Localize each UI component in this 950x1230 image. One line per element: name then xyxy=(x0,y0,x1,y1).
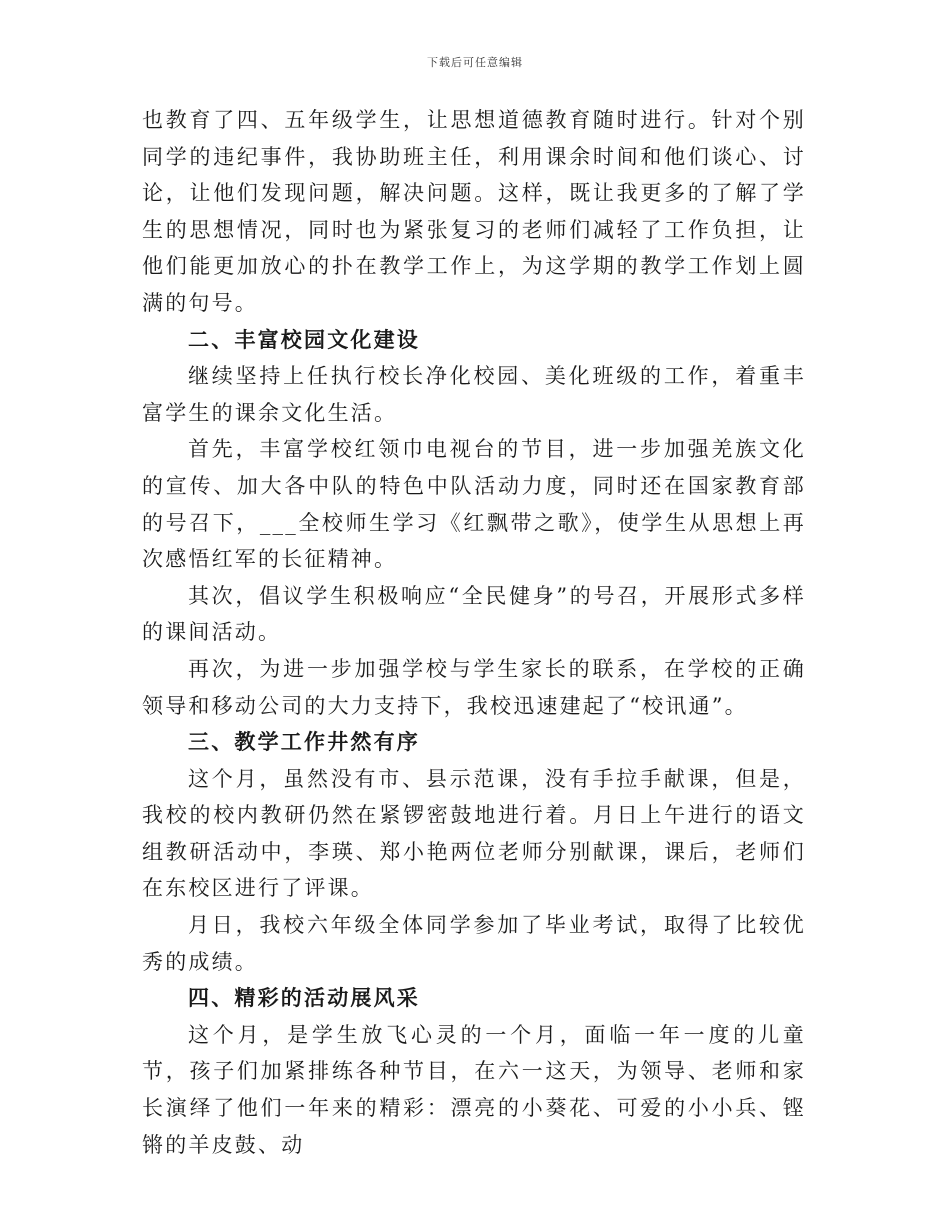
paragraph-second: 其次，倡议学生积极响应“全民健身”的号召，开展形式多样的课间活动。 xyxy=(142,583,806,645)
section-heading-teaching: 三、教学工作井然有序 xyxy=(188,729,420,755)
paragraph-childrens-day: 这个月，是学生放飞心灵的一个月，面临一年一度的儿童节，孩子们加紧排练各种节目，在六一这天，为领导、老师和家长演绎了他们一年来的精彩：漂亮的小葵花、可爱的小小兵、铿锵的羊皮鼓、动 xyxy=(142,1022,806,1157)
header-note: 下载后可任意编辑 xyxy=(427,56,523,69)
section-heading-activities: 四、精彩的活动展风采 xyxy=(188,985,420,1011)
section-heading-culture: 二、丰富校园文化建设 xyxy=(188,326,420,352)
paragraph-teaching-research: 这个月，虽然没有市、县示范课，没有手拉手献课，但是，我校的校内教研仍然在紧锣密鼓地进行着。月日上午进行的语文组教研活动中，李瑛、郑小艳两位老师分别献课，课后，老师们在东校区进行了评课。 xyxy=(142,766,806,901)
paragraph-third: 再次，为进一步加强学校与学生家长的联系，在学校的正确领导和移动公司的大力支持下，我校迅速建起了“校讯通”。 xyxy=(142,656,806,718)
paragraph-graduation-exam: 月日，我校六年级全体同学参加了毕业考试，取得了比较优秀的成绩。 xyxy=(142,913,806,974)
paragraph-continued: 也教育了四、五年级学生，让思想道德教育随时进行。针对个别同学的违纪事件，我协助班主任，利用课余时间和他们谈心、讨论，让他们发现问题，解决问题。这样，既让我更多的了解了学生的思想情况，同时也为紧张复习的老师们减轻了工作负担，让他们能更加放心的扑在教学工作上，为这学期的教学工作划上圆满的句号。 xyxy=(142,108,806,315)
document-body xyxy=(142,102,806,1163)
paragraph-first: 首先，丰富学校红领巾电视台的节目，进一步加强羌族文化的宣传、加大各中队的特色中队活动力度，同时还在国家教育部的号召下，___全校师生学习《红飘带之歌》，使学生从思想上再次感悟红军的长征精神。 xyxy=(142,437,806,572)
paragraph-culture-intro: 继续坚持上任执行校长净化校园、美化班级的工作，着重丰富学生的课余文化生活。 xyxy=(142,364,806,425)
